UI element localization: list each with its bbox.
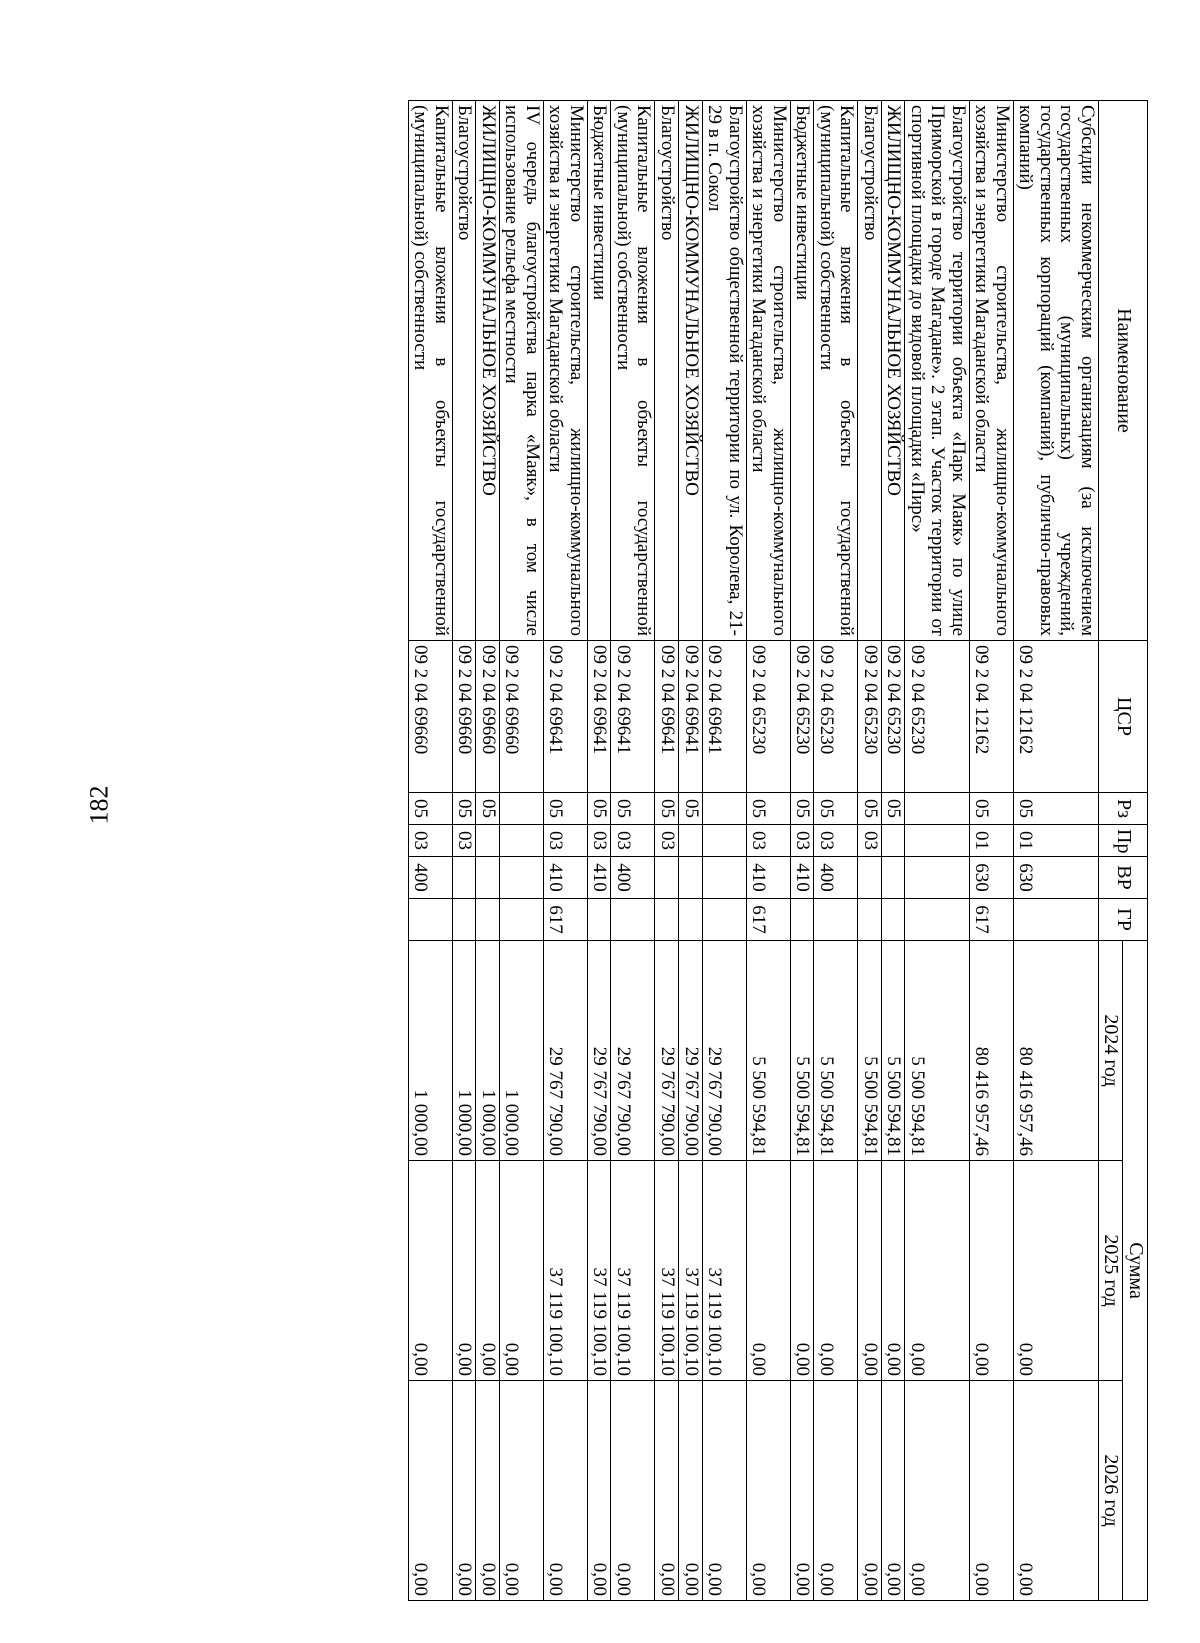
- row-amount-2025: 37 119 100,10: [679, 1161, 703, 1381]
- header-rz: Рз: [1098, 793, 1147, 825]
- row-vr: 410: [746, 857, 790, 899]
- row-amount-2024: 1 000,00: [499, 941, 543, 1161]
- row-name: Капитальные вложения в объекты государственной (муниципальной) собственности: [814, 101, 858, 641]
- row-pr: 03: [408, 825, 452, 857]
- table-row: [476, 101, 500, 1601]
- row-pr: [905, 825, 970, 857]
- row-name: Капитальные вложения в объекты государственной (муниципальной) собственности: [611, 101, 655, 641]
- table-row: [881, 101, 905, 1601]
- row-pr: [881, 825, 905, 857]
- row-pr: 01: [1013, 825, 1098, 857]
- row-rz: 05: [1013, 793, 1098, 825]
- row-vr: [499, 857, 543, 899]
- table-row: [611, 101, 655, 1601]
- header-2025: 2025 год: [1098, 1161, 1123, 1381]
- row-gr: 617: [543, 899, 587, 941]
- row-amount-2026: 0,00: [905, 1381, 970, 1601]
- row-name: Благоустройство: [858, 101, 882, 641]
- row-name: Министерство строительства, жилищно-коммунального хозяйства и энергетики Магаданской области: [543, 101, 587, 641]
- row-csr: 09 2 04 65230: [814, 641, 858, 793]
- row-csr: 09 2 04 69641: [702, 641, 746, 793]
- row-csr: 09 2 04 69641: [611, 641, 655, 793]
- row-csr: 09 2 04 69660: [452, 641, 476, 793]
- row-name: Капитальные вложения в объекты государственной (муниципальной) собственности: [408, 101, 452, 641]
- row-pr: [702, 825, 746, 857]
- row-amount-2025: 0,00: [499, 1161, 543, 1381]
- row-gr: [408, 899, 452, 941]
- row-amount-2026: 0,00: [702, 1381, 746, 1601]
- header-sum: Сумма: [1123, 941, 1148, 1601]
- row-csr: 09 2 04 65230: [881, 641, 905, 793]
- row-amount-2026: 0,00: [881, 1381, 905, 1601]
- table-row: [702, 101, 746, 1601]
- row-amount-2024: 5 500 594,81: [905, 941, 970, 1161]
- row-gr: [702, 899, 746, 941]
- table-row: [543, 101, 587, 1601]
- row-gr: [611, 899, 655, 941]
- row-name: Министерство строительства, жилищно-коммунального хозяйства и энергетики Магаданской области: [969, 101, 1013, 641]
- row-vr: 400: [611, 857, 655, 899]
- row-rz: [905, 793, 970, 825]
- row-name: Благоустройство: [452, 101, 476, 641]
- row-amount-2024: 1 000,00: [408, 941, 452, 1161]
- row-amount-2025: 37 119 100,10: [611, 1161, 655, 1381]
- row-amount-2026: 0,00: [408, 1381, 452, 1601]
- row-csr: 09 2 04 69660: [499, 641, 543, 793]
- row-gr: 617: [969, 899, 1013, 941]
- row-pr: [499, 825, 543, 857]
- row-pr: [476, 825, 500, 857]
- row-amount-2024: 29 767 790,00: [655, 941, 679, 1161]
- row-vr: [858, 857, 882, 899]
- row-pr: 03: [655, 825, 679, 857]
- table-row: [969, 101, 1013, 1601]
- row-amount-2024: 29 767 790,00: [702, 941, 746, 1161]
- table-row: [814, 101, 858, 1601]
- row-amount-2026: 0,00: [969, 1381, 1013, 1601]
- row-vr: 400: [814, 857, 858, 899]
- row-amount-2024: 29 767 790,00: [543, 941, 587, 1161]
- row-vr: [679, 857, 703, 899]
- table-row: [1013, 101, 1098, 1601]
- row-name: Благоустройство территории объекта «Парк Маяк» по улице Приморской в городе Магадане». 2 этап. Участок территории от спортивной площадки до видовой площадки «Пирс»: [905, 101, 970, 641]
- table-row: [408, 101, 452, 1601]
- row-gr: [452, 899, 476, 941]
- row-csr: 09 2 04 69641: [543, 641, 587, 793]
- row-amount-2024: 1 000,00: [476, 941, 500, 1161]
- header-pr: Пр: [1098, 825, 1147, 857]
- row-csr: 09 2 04 12162: [969, 641, 1013, 793]
- row-csr: 09 2 04 69641: [587, 641, 611, 793]
- row-amount-2024: 1 000,00: [452, 941, 476, 1161]
- row-gr: [655, 899, 679, 941]
- row-amount-2024: 29 767 790,00: [679, 941, 703, 1161]
- row-amount-2024: 5 500 594,81: [858, 941, 882, 1161]
- row-name: ЖИЛИЩНО-КОММУНАЛЬНОЕ ХОЗЯЙСТВО: [881, 101, 905, 641]
- row-vr: 630: [1013, 857, 1098, 899]
- row-amount-2024: 80 416 957,46: [1013, 941, 1098, 1161]
- row-amount-2025: 0,00: [746, 1161, 790, 1381]
- row-csr: 09 2 04 65230: [790, 641, 814, 793]
- row-gr: [814, 899, 858, 941]
- row-gr: [905, 899, 970, 941]
- row-vr: 410: [790, 857, 814, 899]
- row-gr: [881, 899, 905, 941]
- row-name: ЖИЛИЩНО-КОММУНАЛЬНОЕ ХОЗЯЙСТВО: [476, 101, 500, 641]
- row-amount-2026: 0,00: [655, 1381, 679, 1601]
- table-row: [587, 101, 611, 1601]
- row-csr: 09 2 04 65230: [905, 641, 970, 793]
- row-vr: [452, 857, 476, 899]
- row-rz: [702, 793, 746, 825]
- row-amount-2025: 0,00: [408, 1161, 452, 1381]
- row-amount-2024: 5 500 594,81: [790, 941, 814, 1161]
- table-row: [790, 101, 814, 1601]
- row-amount-2024: 5 500 594,81: [746, 941, 790, 1161]
- row-rz: 05: [858, 793, 882, 825]
- row-csr: 09 2 04 69641: [655, 641, 679, 793]
- row-amount-2026: 0,00: [1013, 1381, 1098, 1601]
- row-pr: 03: [746, 825, 790, 857]
- table-row: [452, 101, 476, 1601]
- table-row: [679, 101, 703, 1601]
- row-amount-2026: 0,00: [611, 1381, 655, 1601]
- row-amount-2025: 0,00: [905, 1161, 970, 1381]
- row-rz: 05: [543, 793, 587, 825]
- header-2026: 2026 год: [1098, 1381, 1123, 1601]
- row-vr: [881, 857, 905, 899]
- row-amount-2025: 37 119 100,10: [587, 1161, 611, 1381]
- row-name: Бюджетные инвестиции: [587, 101, 611, 641]
- row-pr: 03: [858, 825, 882, 857]
- row-name: Субсидии некоммерческим организациям (за исключением государственных (муниципальных) учреждений, государственных корпораций (компаний), публично-правовых компаний): [1013, 101, 1098, 641]
- rotated-page-content: [168, 100, 1148, 1600]
- row-amount-2026: 0,00: [476, 1381, 500, 1601]
- row-vr: [655, 857, 679, 899]
- row-csr: 09 2 04 69660: [476, 641, 500, 793]
- row-amount-2025: 0,00: [858, 1161, 882, 1381]
- row-vr: 630: [969, 857, 1013, 899]
- row-rz: [499, 793, 543, 825]
- row-amount-2025: 0,00: [1013, 1161, 1098, 1381]
- table-row: [905, 101, 970, 1601]
- budget-table: [408, 100, 1148, 1601]
- row-amount-2025: 37 119 100,10: [702, 1161, 746, 1381]
- row-amount-2025: 0,00: [969, 1161, 1013, 1381]
- row-amount-2024: 29 767 790,00: [587, 941, 611, 1161]
- row-amount-2025: 0,00: [452, 1161, 476, 1381]
- row-pr: 03: [452, 825, 476, 857]
- row-gr: [476, 899, 500, 941]
- row-amount-2025: 37 119 100,10: [655, 1161, 679, 1381]
- header-row-1: [1123, 101, 1148, 1601]
- row-name: Бюджетные инвестиции: [790, 101, 814, 641]
- row-amount-2025: 0,00: [814, 1161, 858, 1381]
- row-amount-2026: 0,00: [543, 1381, 587, 1601]
- row-pr: 01: [969, 825, 1013, 857]
- row-pr: 03: [543, 825, 587, 857]
- row-pr: 03: [587, 825, 611, 857]
- row-name: ЖИЛИЩНО-КОММУНАЛЬНОЕ ХОЗЯЙСТВО: [679, 101, 703, 641]
- row-rz: 05: [790, 793, 814, 825]
- row-gr: [790, 899, 814, 941]
- row-csr: 09 2 04 69660: [408, 641, 452, 793]
- row-rz: 05: [476, 793, 500, 825]
- row-csr: 09 2 04 69641: [679, 641, 703, 793]
- header-2024: 2024 год: [1098, 941, 1123, 1161]
- row-amount-2025: 37 119 100,10: [543, 1161, 587, 1381]
- row-amount-2025: 0,00: [881, 1161, 905, 1381]
- row-gr: [858, 899, 882, 941]
- row-amount-2026: 0,00: [858, 1381, 882, 1601]
- row-gr: [499, 899, 543, 941]
- row-amount-2026: 0,00: [679, 1381, 703, 1601]
- row-vr: 410: [543, 857, 587, 899]
- row-amount-2025: 0,00: [790, 1161, 814, 1381]
- row-vr: [476, 857, 500, 899]
- row-name: Благоустройство: [655, 101, 679, 641]
- table-body: [408, 101, 1098, 1601]
- row-amount-2024: 5 500 594,81: [814, 941, 858, 1161]
- row-name: IV очередь благоустройства парка «Маяк», в том числе использование рельефа местности: [499, 101, 543, 641]
- row-rz: 05: [881, 793, 905, 825]
- row-csr: 09 2 04 12162: [1013, 641, 1098, 793]
- row-rz: 05: [452, 793, 476, 825]
- row-amount-2024: 5 500 594,81: [881, 941, 905, 1161]
- row-pr: 03: [790, 825, 814, 857]
- row-gr: [1013, 899, 1098, 941]
- row-gr: [679, 899, 703, 941]
- row-rz: 05: [969, 793, 1013, 825]
- row-rz: 05: [611, 793, 655, 825]
- row-amount-2026: 0,00: [499, 1381, 543, 1601]
- header-vr: ВР: [1098, 857, 1147, 899]
- table-row: [499, 101, 543, 1601]
- row-name: Благоустройство общественной территории по ул. Королева, 21-29 в п. Сокол: [702, 101, 746, 641]
- page-number: 182: [84, 785, 114, 825]
- row-amount-2026: 0,00: [814, 1381, 858, 1601]
- header-name: Наименование: [1098, 101, 1147, 641]
- header-csr: ЦСР: [1098, 641, 1147, 793]
- row-rz: 05: [679, 793, 703, 825]
- row-vr: 400: [408, 857, 452, 899]
- row-amount-2024: 80 416 957,46: [969, 941, 1013, 1161]
- row-vr: [702, 857, 746, 899]
- row-pr: 03: [814, 825, 858, 857]
- row-pr: [679, 825, 703, 857]
- row-rz: 05: [408, 793, 452, 825]
- row-rz: 05: [655, 793, 679, 825]
- row-amount-2026: 0,00: [587, 1381, 611, 1601]
- row-name: Министерство строительства, жилищно-коммунального хозяйства и энергетики Магаданской области: [746, 101, 790, 641]
- row-amount-2026: 0,00: [746, 1381, 790, 1601]
- row-csr: 09 2 04 65230: [858, 641, 882, 793]
- row-amount-2026: 0,00: [452, 1381, 476, 1601]
- table-row: [858, 101, 882, 1601]
- table-row: [655, 101, 679, 1601]
- row-amount-2025: 0,00: [476, 1161, 500, 1381]
- row-csr: 09 2 04 65230: [746, 641, 790, 793]
- row-vr: 410: [587, 857, 611, 899]
- row-pr: 03: [611, 825, 655, 857]
- row-rz: 05: [746, 793, 790, 825]
- row-rz: 05: [587, 793, 611, 825]
- row-gr: 617: [746, 899, 790, 941]
- row-vr: [905, 857, 970, 899]
- row-gr: [587, 899, 611, 941]
- table-row: [746, 101, 790, 1601]
- row-amount-2024: 29 767 790,00: [611, 941, 655, 1161]
- row-rz: 05: [814, 793, 858, 825]
- header-gr: ГР: [1098, 899, 1147, 941]
- row-amount-2026: 0,00: [790, 1381, 814, 1601]
